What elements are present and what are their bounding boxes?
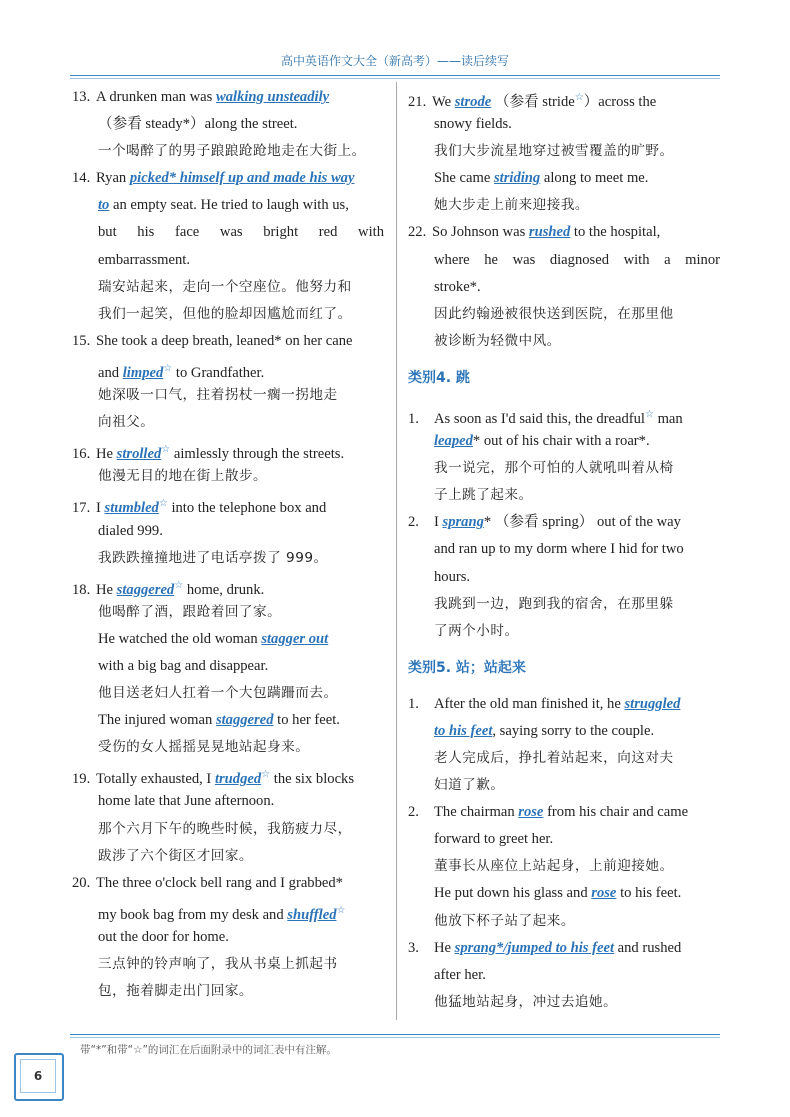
line-text: 她大步走上前来迎接我。: [434, 197, 590, 214]
text-line: [72, 788, 384, 815]
line-text: out the door for home.: [98, 928, 229, 945]
item-number: 14.: [72, 170, 91, 187]
line-text: A drunken man was: [96, 89, 216, 105]
line-text: Totally exhausted, I: [96, 771, 215, 788]
line-text: He: [96, 581, 117, 598]
text-line: [408, 564, 720, 591]
text-line: [408, 618, 720, 645]
text-line: [408, 482, 720, 509]
text-line: [408, 428, 720, 455]
line-text: and ran up to my dorm where I hid for two: [434, 541, 684, 558]
line-text: * out of his chair with a roar*.: [472, 433, 650, 450]
text-line: [408, 401, 720, 428]
line-text: 瑞安站起来，走向一个空座位。他努力和: [98, 278, 352, 295]
text-line: [408, 509, 720, 536]
key-phrase: stagger out: [261, 630, 329, 647]
line-text: She took a deep breath, leaned* on her cane: [96, 332, 353, 349]
item-number: 1.: [408, 695, 419, 712]
line-text: 我一说完，那个可怕的人就吼叫着从椅: [434, 460, 674, 477]
header-rule-thin: [70, 78, 720, 79]
key-phrase: rose: [518, 804, 544, 821]
text-line: [408, 192, 720, 219]
line-text: 他猛地站起身，冲过去追她。: [434, 993, 618, 1010]
line-text: * （参看 spring） out of the way: [483, 514, 681, 531]
star-icon: ☆: [574, 92, 584, 103]
text-line: [408, 772, 720, 799]
text-line: [408, 691, 720, 718]
text-line: [408, 935, 720, 962]
text-line: [72, 572, 384, 599]
line-text: dialed 999.: [98, 522, 163, 539]
text-line: [72, 165, 384, 192]
item-number: 2.: [408, 514, 419, 531]
text-line: [408, 880, 720, 907]
line-text: He watched the old woman: [98, 630, 262, 647]
text-line: [408, 536, 720, 563]
text-line: [72, 409, 384, 436]
text-line: [408, 745, 720, 772]
text-line: [72, 843, 384, 870]
key-phrase: strolled: [116, 446, 162, 463]
line-text: We: [432, 93, 455, 110]
text-line: [72, 328, 384, 355]
star-icon: ☆: [158, 498, 168, 510]
text-line: [72, 761, 384, 788]
text-line: [72, 870, 384, 897]
text-line: [72, 247, 384, 274]
star-icon: ☆: [336, 904, 346, 916]
key-phrase: sprang: [442, 514, 484, 531]
line-text: The chairman: [434, 804, 519, 821]
text-line: [72, 463, 384, 490]
line-text: （参看 stride: [491, 93, 575, 110]
text-line: [408, 989, 720, 1016]
text-line: [72, 382, 384, 409]
text-line: [72, 897, 384, 924]
item-number: 17.: [72, 500, 91, 517]
item-number: 22.: [408, 224, 427, 241]
text-line: [72, 436, 384, 463]
line-text: I: [434, 514, 443, 531]
line-text: stroke*.: [434, 278, 481, 295]
item-number: 2.: [408, 804, 419, 821]
line-text: （参看 steady*）along the street.: [98, 116, 298, 133]
text-line: [72, 545, 384, 572]
line-text: man: [653, 410, 683, 427]
line-text: 三点钟的铃声响了，我从书桌上抓起书: [98, 956, 338, 972]
line-text: 了两个小时。: [434, 622, 519, 639]
line-text: with a big bag and disappear.: [98, 657, 269, 674]
text-line: [408, 962, 720, 989]
right-column: [408, 84, 720, 1016]
text-line: [72, 301, 384, 328]
line-text: along to meet me.: [540, 170, 649, 187]
text-line: [408, 301, 720, 328]
line-text: 被诊断为轻微中风。: [434, 332, 561, 349]
line-text: embarrassment.: [98, 251, 190, 268]
line-text: forward to greet her.: [434, 831, 554, 848]
line-text: 他漫无目的地在街上散步。: [98, 468, 268, 485]
text-line: [408, 165, 720, 192]
key-phrase: struggled: [624, 695, 681, 712]
star-icon: ☆: [163, 362, 173, 374]
line-text: 老人完成后，挣扎着站起来，向这对夫: [434, 749, 674, 766]
line-text: after her.: [434, 966, 486, 983]
line-text: 我们一起笑，但他的脸却因尴尬而红了。: [98, 305, 352, 322]
line-text: He: [434, 939, 455, 956]
text-line: [408, 274, 720, 301]
key-phrase: rose: [591, 885, 617, 902]
text-line: [72, 653, 384, 680]
line-text: 我跳到一边，跑到我的宿舍，在那里躲: [434, 595, 674, 612]
item-number: 21.: [408, 93, 427, 110]
star-icon: ☆: [161, 444, 171, 456]
header-rule: [70, 75, 720, 76]
text-line: [72, 978, 384, 1005]
text-line: [72, 138, 384, 165]
key-phrase: staggered: [215, 712, 274, 729]
text-line: [72, 951, 384, 978]
text-line: [408, 219, 720, 246]
line-text: The injured woman: [98, 712, 216, 729]
line-text: , saying sorry to the couple.: [492, 722, 655, 739]
line-text: the six blocks: [270, 771, 355, 788]
item-number: 1.: [408, 410, 419, 427]
text-line: [72, 274, 384, 301]
text-line: [72, 518, 384, 545]
key-phrase: leaped: [434, 433, 473, 450]
column-divider: [396, 82, 397, 1020]
line-text: and: [98, 364, 123, 381]
key-phrase: staggered: [116, 581, 175, 598]
line-text: He: [96, 446, 117, 463]
line-text: 子上跳了起来。: [434, 487, 533, 504]
text-line: [408, 718, 720, 745]
line-text: to her feet.: [273, 712, 340, 729]
line-text: from his chair and came: [543, 804, 689, 821]
text-line: [72, 490, 384, 517]
item-number: 15.: [72, 332, 91, 349]
text-line: [408, 247, 720, 274]
key-phrase: rushed: [528, 224, 571, 241]
text-line: [72, 219, 384, 246]
line-text: to his feet.: [616, 885, 682, 902]
line-text: 一个喝醉了的男子踉踉跄跄地走在大街上。: [98, 143, 366, 160]
line-text: 他目送老妇人扛着一个大包蹒跚而去。: [98, 685, 338, 702]
left-column: [72, 84, 384, 1005]
key-phrase: trudged: [214, 771, 262, 788]
line-text: snowy fields.: [434, 116, 512, 133]
key-phrase: picked* himself up and made his way: [129, 170, 355, 187]
line-text: an empty seat. He tried to laugh with us,: [109, 197, 349, 214]
text-line: [408, 455, 720, 482]
key-phrase: strode: [454, 93, 492, 110]
page-number: 6: [20, 1059, 56, 1093]
text-line: [408, 826, 720, 853]
item-number: 3.: [408, 939, 419, 956]
line-text: home, drunk.: [183, 581, 265, 598]
line-text: 因此约翰逊被很快送到医院，在那里他: [434, 305, 674, 322]
line-text: my book bag from my desk and: [98, 906, 288, 923]
line-text: and rushed: [614, 939, 682, 956]
section-heading: 类别4. 跳: [408, 369, 470, 386]
line-text: After the old man finished it, he: [434, 695, 625, 712]
text-line: [408, 328, 720, 355]
line-text: As soon as I'd said this, the dreadful: [434, 410, 645, 427]
text-line: [72, 816, 384, 843]
text-line: [72, 680, 384, 707]
text-line: [72, 111, 384, 138]
running-header: 高中英语作文大全（新高考）——读后续写: [280, 54, 509, 68]
section-heading: 类别5. 站；站起来: [408, 659, 526, 676]
text-line: [408, 138, 720, 165]
line-text: She came: [434, 170, 494, 187]
line-text: 我们大步流星地穿过被雪覆盖的旷野。: [434, 143, 674, 160]
star-icon: ☆: [174, 579, 184, 591]
text-line: [408, 853, 720, 880]
line-text: to Grandfather.: [172, 364, 265, 381]
item-number: 16.: [72, 446, 91, 463]
line-text: 向祖父。: [98, 414, 155, 431]
item-number: 20.: [72, 874, 91, 891]
text-line: [72, 355, 384, 382]
star-icon: ☆: [261, 769, 271, 781]
line-text: I: [96, 500, 105, 517]
line-text: 跋涉了六个街区才回家。: [98, 847, 254, 864]
text-line: [408, 111, 720, 138]
text-line: [408, 908, 720, 935]
line-text: 受伤的女人摇摇晃晃地站起身来。: [98, 739, 310, 756]
text-line: [72, 734, 384, 761]
key-phrase: limped: [122, 364, 164, 381]
key-phrase: sprang*/jumped to his feet: [454, 939, 614, 956]
text-line: [72, 84, 384, 111]
line-text: but his face was bright red with: [98, 224, 384, 241]
line-text: 他喝醉了酒，跟跄着回了家。: [98, 603, 282, 620]
line-text: into the telephone box and: [167, 500, 327, 517]
text-line: [408, 799, 720, 826]
line-text: 我跌跌撞撞地进了电话亭拨了 999。: [98, 549, 328, 566]
text-line: [72, 924, 384, 951]
footer-rule-thin: [70, 1037, 720, 1038]
text-line: [72, 599, 384, 626]
footer-rule: [70, 1034, 720, 1035]
line-text: 她深吸一口气，拄着拐杖一瘸一拐地走: [98, 387, 338, 404]
star-icon: ☆: [644, 408, 654, 420]
key-phrase: stumbled: [104, 500, 159, 517]
line-text: 他放下杯子站了起来。: [434, 912, 575, 929]
key-phrase: striding: [493, 170, 541, 187]
line-text: home late that June afternoon.: [98, 793, 275, 810]
key-phrase: to his feet: [434, 722, 493, 739]
line-text: 那个六月下午的晚些时候，我筋疲力尽，: [98, 820, 352, 837]
item-number: 19.: [72, 771, 91, 788]
line-text: 包，拖着脚走出门回家。: [98, 983, 254, 1000]
page-number-box: [14, 1053, 64, 1101]
text-line: [72, 626, 384, 653]
text-line: [72, 192, 384, 219]
line-text: 董事长从座位上站起身，上前迎接她。: [434, 858, 674, 875]
line-text: aimlessly through the streets.: [170, 446, 345, 463]
key-phrase: to: [98, 197, 110, 214]
line-text: ）across the: [583, 93, 657, 110]
line-text: The three o'clock bell rang and I grabbed*: [96, 874, 343, 891]
line-text: hours.: [434, 568, 471, 585]
line-text: to the hospital,: [570, 224, 661, 241]
footnote: 带“*”和带“☆”的词汇在后面附录中的词汇表中有注解。: [80, 1044, 337, 1056]
key-phrase: shuffled: [287, 906, 337, 923]
text-line: [72, 707, 384, 734]
line-text: So Johnson was: [432, 224, 529, 241]
text-line: [408, 591, 720, 618]
item-number: 13.: [72, 89, 91, 105]
item-number: 18.: [72, 581, 91, 598]
line-text: 妇道了歉。: [434, 777, 505, 794]
text-line: [408, 84, 720, 111]
key-phrase: walking unsteadily: [215, 89, 330, 105]
line-text: He put down his glass and: [434, 885, 592, 902]
line-text: Ryan: [96, 170, 130, 187]
line-text: where he was diagnosed with a minor: [434, 251, 720, 268]
